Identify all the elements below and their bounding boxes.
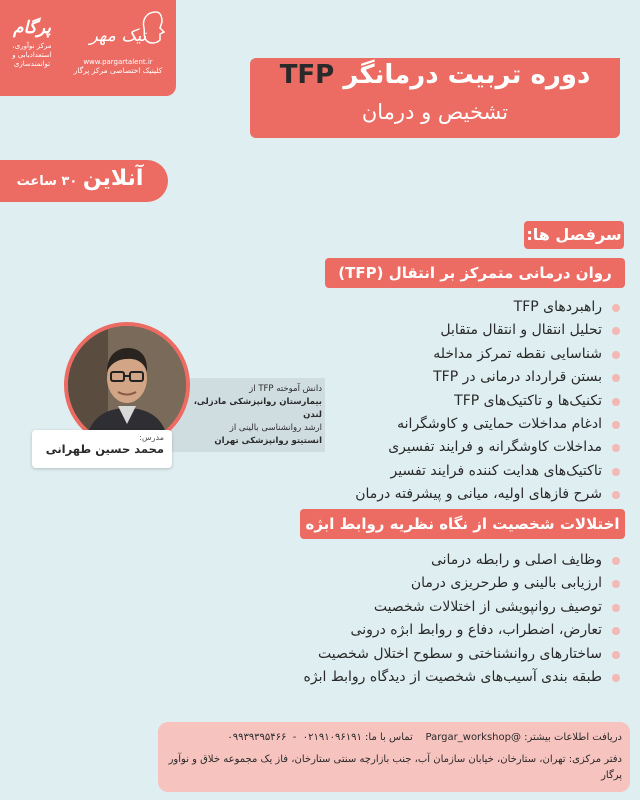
list-item	[322, 436, 622, 459]
topic-text: بستن قرارداد درمانی در TFP	[433, 369, 602, 386]
bullet-dot-icon	[612, 327, 620, 335]
list-item	[292, 596, 622, 619]
list-item	[292, 643, 622, 666]
bullet-dot-icon	[612, 421, 620, 429]
section1-topic-list	[322, 296, 622, 507]
brand-url[interactable]: www.pargartalent.ir	[83, 58, 153, 66]
footer-address: دفتر مرکزی: تهران، ستارخان، خیابان سازمان آب، جنب بازارچه سنتی ستارخان، فاز یک مجموعه خلاق و نوآور پرگار	[168, 754, 622, 781]
topic-text: ارزیابی بالینی و طرحریزی درمان	[410, 575, 602, 592]
bullet-dot-icon	[612, 627, 620, 635]
bullet-dot-icon	[612, 651, 620, 659]
topic-text: مداخلات کاوشگرانه و فرایند تفسیری	[388, 439, 602, 456]
list-item	[292, 549, 622, 572]
bullet-dot-icon	[612, 351, 620, 359]
topic-text: شرح فازهای اولیه، میانی و پیشرفته درمان	[355, 486, 602, 503]
list-item	[292, 666, 622, 689]
footer-handle[interactable]: @Pargar_workshop	[425, 732, 521, 743]
bio-line-4: انستیتو روانپزشکی تهران	[214, 436, 322, 446]
bio-line-3: ارشد روانشناسی بالینی از	[229, 423, 322, 433]
course-title-highlight: دوره تربیت درمانگر	[343, 60, 591, 90]
bullet-dot-icon	[612, 491, 620, 499]
head-silhouette-icon	[138, 10, 166, 46]
brand-pargam-name: پرگام	[13, 18, 51, 38]
instructor-label: مدرس:	[139, 433, 164, 442]
bullet-dot-icon	[612, 444, 620, 452]
list-item	[322, 296, 622, 319]
topic-text: وظایف اصلی و رابطه درمانی	[430, 552, 602, 568]
bio-line-2: بیمارستان روانپزشکی مادزلی، لندن	[193, 397, 322, 420]
list-item	[322, 413, 622, 436]
bio-line-1: دانش آموخته TFP از	[249, 384, 322, 394]
footer-info-label: دریافت اطلاعات بیشتر:	[524, 732, 622, 743]
online-badge-text	[0, 166, 160, 191]
brand-pargam-logo	[10, 18, 54, 69]
footer-phone1[interactable]: ۰۲۱۹۱۰۹۶۱۹۱	[302, 732, 362, 743]
bullet-dot-icon	[612, 604, 620, 612]
course-subtitle: تشخیص و درمان	[361, 100, 509, 124]
topic-text: توصیف روانپویشی از اختلالات شخصیت	[373, 598, 602, 615]
bullet-dot-icon	[612, 468, 620, 476]
chapters-heading: سرفصل ها:	[524, 221, 624, 249]
bullet-dot-icon	[612, 580, 620, 588]
instructor-name: محمد حسین طهرانی	[45, 442, 164, 456]
section2-topic-list	[292, 549, 622, 689]
topic-text: تعارض، اضطراب، دفاع و روابط ابژه درونی	[350, 622, 602, 639]
topic-text: تحلیل انتقال و انتقال متقابل	[440, 322, 602, 339]
brand-pargam-subtitle: مرکز نوآوری، استعدادیابی و توانمندسازی	[12, 42, 52, 68]
list-item	[322, 483, 622, 506]
person-portrait-icon	[68, 326, 186, 444]
bullet-dot-icon	[612, 374, 620, 382]
section2-heading: اختلالات شخصیت از نگاه نظریه روابط ابژه	[300, 509, 625, 539]
topic-text: راهبردهای TFP	[513, 299, 602, 315]
instructor-name-card	[32, 430, 172, 468]
online-hours: ۳۰ ساعت	[16, 174, 78, 189]
list-item	[322, 390, 622, 413]
list-item	[322, 460, 622, 483]
footer-contact-label: تماس با ما:	[365, 732, 413, 743]
list-item	[322, 366, 622, 389]
list-item	[292, 619, 622, 642]
brand-tagline: کلینیک اختصاصی مرکز پرگار	[73, 66, 163, 75]
section1-heading: روان درمانی متمرکز بر انتقال (TFP)	[325, 258, 625, 288]
footer-contact-line: دریافت اطلاعات بیشتر: @Pargar_workshop تماس با ما: ۰۲۱۹۱۰۹۶۱۹۱ - ۰۹۹۳۹۳۹۵۴۶۶	[227, 732, 622, 743]
topic-text: شناسایی نقطه تمرکز مداخله	[433, 345, 602, 362]
course-title	[250, 60, 620, 90]
brand-nikmehr-logo	[64, 10, 172, 75]
bullet-dot-icon	[612, 304, 620, 312]
topic-text: ساختارهای روانشناختی و سطوح اختلال شخصیت	[317, 645, 602, 662]
list-item	[292, 572, 622, 595]
course-title-tag: TFP	[279, 60, 335, 90]
topic-text: طبقه بندی آسیب‌های شخصیت از دیدگاه روابط ابژه	[303, 668, 602, 685]
list-item	[322, 343, 622, 366]
bullet-dot-icon	[612, 398, 620, 406]
topic-text: تاکتیک‌های هدایت کننده فرایند تفسیر	[390, 462, 602, 479]
list-item	[322, 319, 622, 342]
instructor-bio	[172, 383, 322, 448]
bullet-dot-icon	[612, 674, 620, 682]
bullet-dot-icon	[612, 557, 620, 565]
online-label: آنلاین	[82, 166, 144, 191]
topic-text: تکنیک‌ها و تاکتیک‌های TFP	[454, 392, 602, 409]
topic-text: ادغام مداخلات حمایتی و کاوشگرانه	[397, 415, 602, 432]
brand-nikmehr-signature: نیک مهر	[89, 26, 147, 46]
footer-phone2[interactable]: ۰۹۹۳۹۳۹۵۴۶۶	[227, 732, 287, 743]
